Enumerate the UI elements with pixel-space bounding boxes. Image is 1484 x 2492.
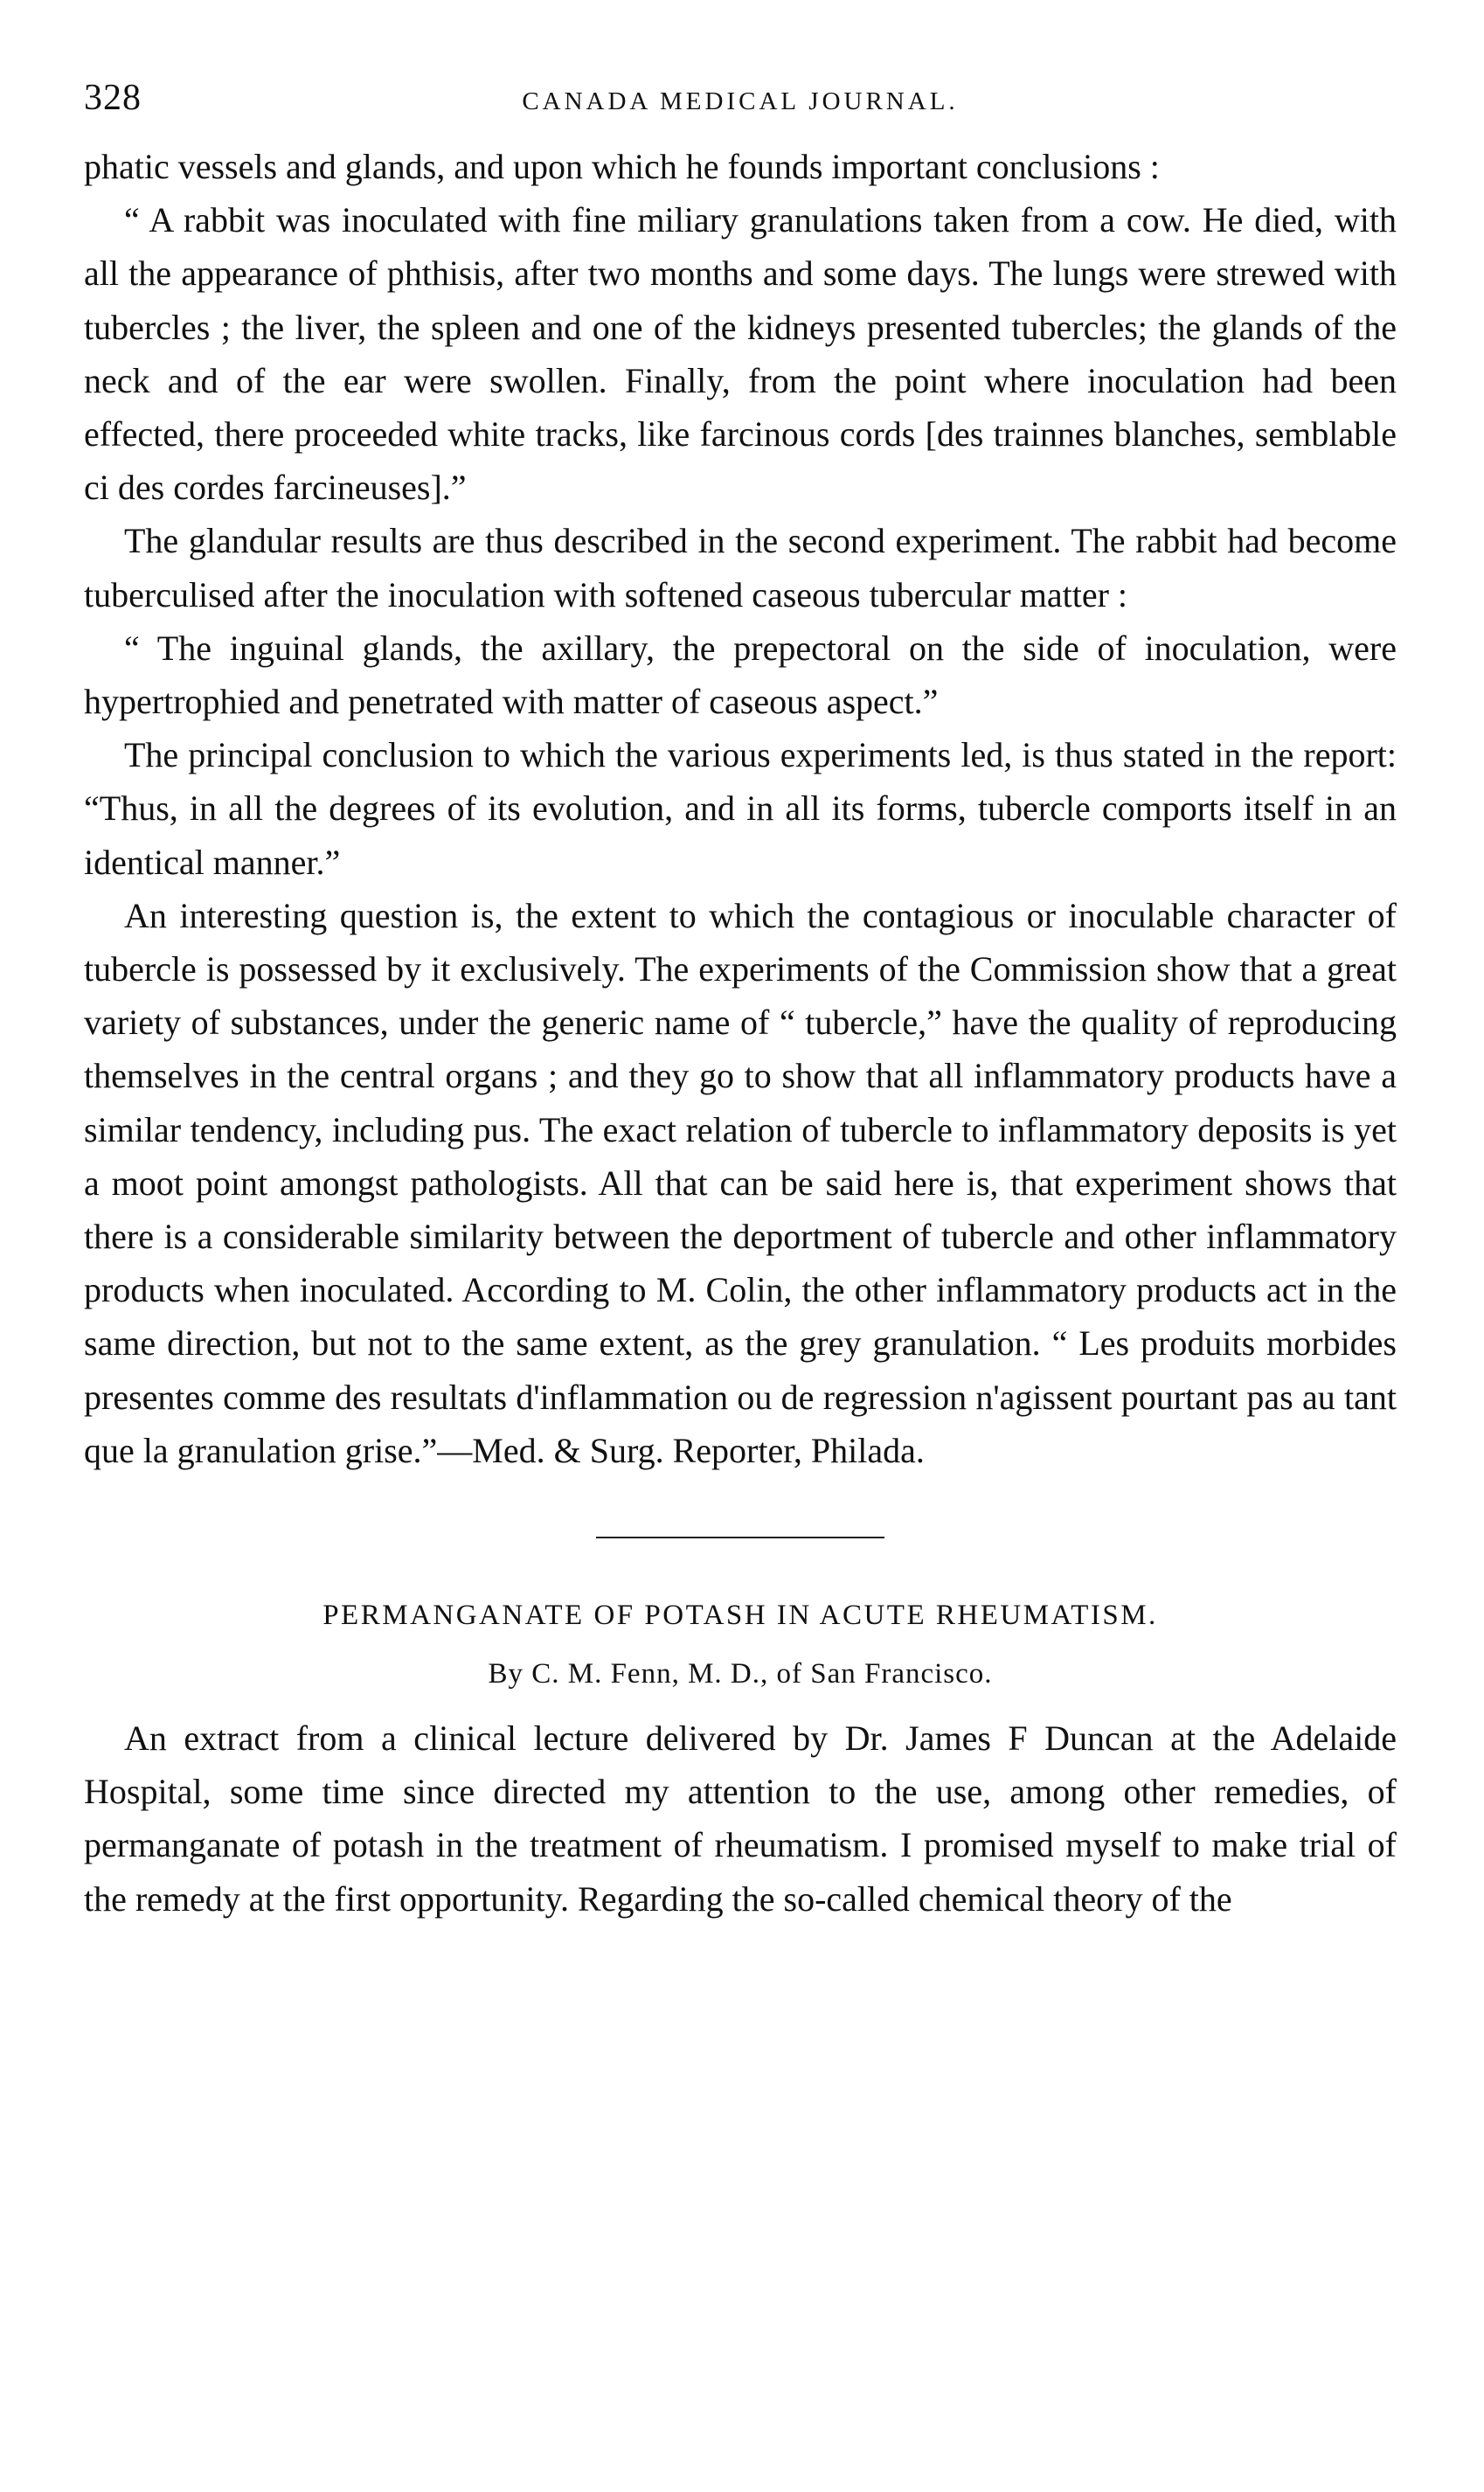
paragraph-quote-rabbit: “ A rabbit was inoculated with fine miliary granulations taken from a cow. He died, with all the appearance of phthisis, after two months and some days. The lungs were strewed with tubercles ; the liver, the spleen and one of the kidneys presented tubercles; the glands of the neck and of the ear were swollen. Finally, from the point where inoculation had been effected, there proceeded white tracks, like farcinous cords [des trainnes blanches, semblable ci des cordes farcineuses].” <box>84 200 1397 508</box>
paragraph-quote-inguinal: “ The inguinal glands, the axillary, the prepectoral on the side of inoculation, were hypertrophied and penetrated with matter of caseous aspect.” <box>84 628 1397 722</box>
paragraph-continued: phatic vessels and glands, and upon which he founds important conclusions : <box>84 147 1160 186</box>
article-paragraph: An extract from a clinical lecture delivered by Dr. James F Duncan at the Adelaide Hospital, some time since directed my attention to the use, among other remedies, of permanganate of potash in the treatment of rheumatism. I promised myself to make trial of the remedy at the first opportunity. Regarding the so-called chemical theory of the <box>84 1718 1397 1919</box>
article-title: PERMANGANATE OF POTASH IN ACUTE RHEUMATISM. <box>322 1600 1158 1632</box>
body-text <box>84 140 1397 1477</box>
article-byline: By C. M. Fenn, M. D., of San Francisco. <box>488 1658 993 1690</box>
page-number: 328 <box>84 78 142 118</box>
article-body <box>84 1711 1397 1926</box>
section-divider <box>596 1537 884 1538</box>
paragraph-principal-conclusion: The principal conclusion to which the various experiments led, is thus stated in the report: “Thus, in all the degrees of its evolution, and in all its forms, tubercle comports itself in an identical manner.” <box>84 735 1397 882</box>
paragraph-interesting-question: An interesting question is, the extent to which the contagious or inoculable character of tubercle is possessed by it exclusively. The experiments of the Commission show that a great variety of substances, under the generic name of “ tubercle,” have the quality of reproducing themselves in the central organs ; and they go to show that all inflammatory products have a similar tendency, including pus. The exact relation of tubercle to inflammatory deposits is yet a moot point amongst pathologists. All that can be said here is, that experiment shows that there is a considerable similarity between the deportment of tubercle and other inflammatory products when inoculated. According to M. Colin, the other inflammatory products act in the same direction, but not to the same extent, as the grey granulation. “ Les produits morbides presentes comme des resultats d'inflammation ou de regression n'agissent pourtant pas au tant que la granulation grise.”—Med. & Surg. Reporter, Philada. <box>84 895 1397 1470</box>
paragraph-glandular-results: The glandular results are thus described in the second experiment. The rabbit had become tuberculised after the inoculation with softened caseous tubercular matter : <box>84 521 1397 614</box>
journal-title: CANADA MEDICAL JOURNAL. <box>522 87 959 115</box>
running-head <box>84 77 1397 129</box>
